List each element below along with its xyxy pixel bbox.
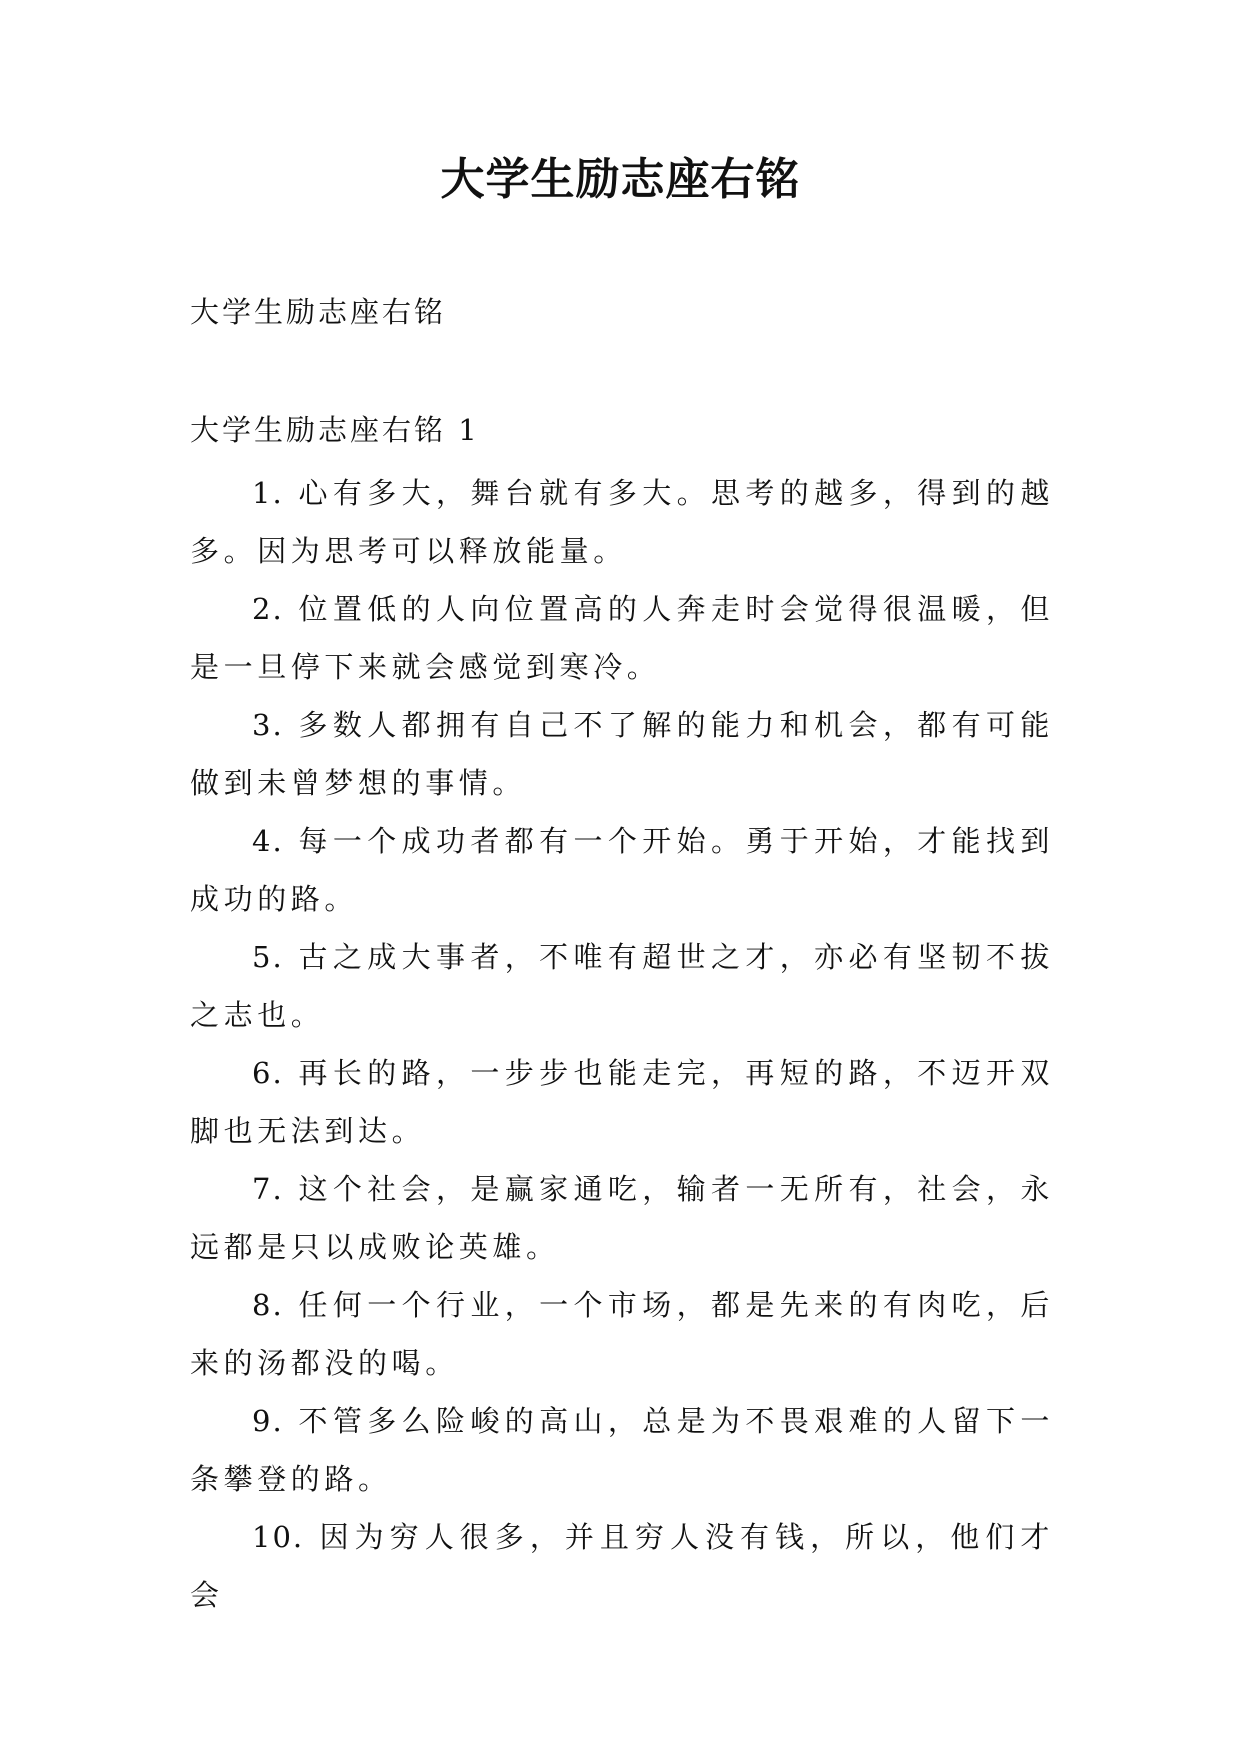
list-item: [190, 812, 1054, 928]
item-text: 多数人都拥有自己不了解的能力和机会，都有可能做到未曾梦想的事情。: [190, 708, 1054, 800]
item-number: 10.: [252, 1520, 305, 1554]
section-heading: 大学生励志座右铭 1: [190, 413, 480, 447]
list-item: [190, 696, 1054, 812]
item-number: 8.: [252, 1288, 284, 1322]
item-text: 心有多大，舞台就有多大。思考的越多，得到的越多。因为思考可以释放能量。: [190, 476, 1054, 568]
item-number: 3.: [252, 708, 284, 742]
motto-list: [190, 464, 1054, 1624]
document-title: 大学生励志座右铭: [440, 154, 801, 205]
list-item: [190, 1392, 1054, 1508]
item-text: 古之成大事者，不唯有超世之才，亦必有坚韧不拔之志也。: [190, 940, 1054, 1032]
list-item: [190, 1508, 1054, 1624]
item-number: 6.: [252, 1056, 284, 1090]
item-text: 再长的路，一步步也能走完，再短的路，不迈开双脚也无法到达。: [190, 1056, 1054, 1148]
item-text: 因为穷人很多，并且穷人没有钱，所以，他们才会: [190, 1520, 1054, 1612]
list-item: [190, 580, 1054, 696]
item-number: 4.: [252, 824, 284, 858]
document-subtitle: 大学生励志座右铭: [190, 295, 447, 329]
item-number: 2.: [252, 592, 284, 626]
item-number: 9.: [252, 1404, 284, 1438]
item-number: 5.: [252, 940, 284, 974]
item-text: 这个社会，是赢家通吃，输者一无所有，社会，永远都是只以成败论英雄。: [190, 1172, 1054, 1264]
list-item: [190, 1276, 1054, 1392]
item-text: 每一个成功者都有一个开始。勇于开始，才能找到成功的路。: [190, 824, 1054, 916]
list-item: [190, 464, 1054, 580]
item-number: 7.: [252, 1172, 284, 1206]
list-item: [190, 928, 1054, 1044]
item-number: 1.: [252, 476, 284, 510]
list-item: [190, 1160, 1054, 1276]
item-text: 位置低的人向位置高的人奔走时会觉得很温暖，但是一旦停下来就会感觉到寒冷。: [190, 592, 1054, 684]
item-text: 不管多么险峻的高山，总是为不畏艰难的人留下一条攀登的路。: [190, 1404, 1054, 1496]
list-item: [190, 1044, 1054, 1160]
item-text: 任何一个行业，一个市场，都是先来的有肉吃，后来的汤都没的喝。: [190, 1288, 1054, 1380]
